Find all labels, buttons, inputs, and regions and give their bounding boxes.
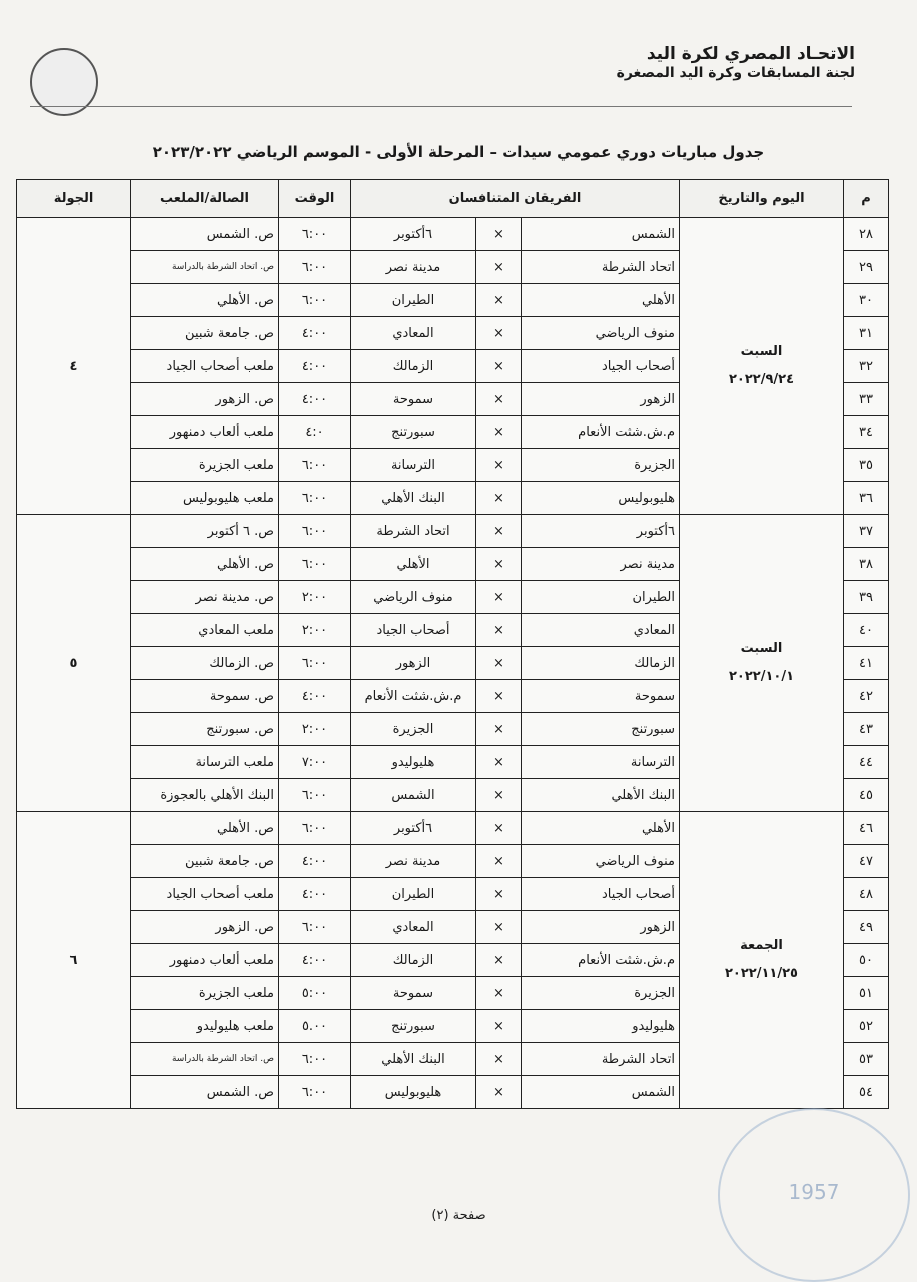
away-team: البنك الأهلي — [351, 482, 476, 515]
match-number: ٤٥ — [844, 779, 889, 812]
home-team: الطيران — [522, 581, 680, 614]
match-venue: ص. مدينة نصر — [131, 581, 279, 614]
match-time: ٦:٠٠ — [279, 911, 351, 944]
match-number: ٥٢ — [844, 1010, 889, 1043]
versus-mark: × — [476, 1043, 522, 1076]
match-date: ٢٠٢٢/١٠/١ — [728, 669, 795, 684]
versus-mark: × — [476, 746, 522, 779]
versus-mark: × — [476, 218, 522, 251]
match-number: ٤٢ — [844, 680, 889, 713]
home-team: مدينة نصر — [522, 548, 680, 581]
versus-mark: × — [476, 416, 522, 449]
match-number: ٤٩ — [844, 911, 889, 944]
schedule-table — [16, 179, 889, 1109]
versus-mark: × — [476, 284, 522, 317]
match-time: ٤:٠٠ — [279, 317, 351, 350]
org-name: الاتحـاد المصري لكرة اليد — [646, 44, 855, 64]
round-number: ٥ — [17, 515, 131, 812]
versus-mark: × — [476, 911, 522, 944]
col-day-date: اليوم والتاريخ — [680, 180, 844, 218]
home-team: اتحاد الشرطة — [522, 251, 680, 284]
match-venue: ص. سبورتنج — [131, 713, 279, 746]
away-team: سبورتنج — [351, 1010, 476, 1043]
versus-mark: × — [476, 548, 522, 581]
away-team: الزمالك — [351, 944, 476, 977]
match-number: ٥٠ — [844, 944, 889, 977]
match-time: ٤:٠٠ — [279, 350, 351, 383]
home-team: سبورتنج — [522, 713, 680, 746]
match-venue: ص. الزهور — [131, 383, 279, 416]
match-number: ٣٦ — [844, 482, 889, 515]
header-row — [17, 180, 889, 218]
home-team: الزمالك — [522, 647, 680, 680]
match-venue: ملعب ألعاب دمنهور — [131, 416, 279, 449]
home-team: منوف الرياضي — [522, 317, 680, 350]
match-day: السبت — [740, 641, 783, 656]
match-venue: ملعب الجزيرة — [131, 977, 279, 1010]
home-team: الزهور — [522, 911, 680, 944]
col-num: م — [844, 180, 889, 218]
match-venue: البنك الأهلي بالعجوزة — [131, 779, 279, 812]
versus-mark: × — [476, 383, 522, 416]
away-team: الزمالك — [351, 350, 476, 383]
versus-mark: × — [476, 1010, 522, 1043]
match-time: ٦:٠٠ — [279, 1076, 351, 1109]
versus-mark: × — [476, 482, 522, 515]
away-team: اتحاد الشرطة — [351, 515, 476, 548]
match-venue: ص. ٦ أكتوبر — [131, 515, 279, 548]
home-team: الزهور — [522, 383, 680, 416]
home-team: هليوليدو — [522, 1010, 680, 1043]
round-number: ٦ — [17, 812, 131, 1109]
letterhead — [617, 44, 855, 81]
table-row — [17, 218, 889, 251]
match-number: ٢٩ — [844, 251, 889, 284]
match-venue: ص. سموحة — [131, 680, 279, 713]
match-venue: ملعب هليوليدو — [131, 1010, 279, 1043]
match-number: ٥١ — [844, 977, 889, 1010]
away-team: هليوليدو — [351, 746, 476, 779]
versus-mark: × — [476, 251, 522, 284]
match-time: ٢:٠٠ — [279, 614, 351, 647]
match-venue: ص. الزمالك — [131, 647, 279, 680]
match-number: ٣٢ — [844, 350, 889, 383]
match-venue: ملعب هليوبوليس — [131, 482, 279, 515]
page-title: جدول مباريات دوري عمومي سيدات – المرحلة الأولى - الموسم الرياضي ٢٠٢٣/٢٠٢٢ — [152, 143, 765, 161]
stamp-year: 1957 — [788, 1180, 840, 1204]
versus-mark: × — [476, 581, 522, 614]
match-day-date — [680, 218, 844, 515]
versus-mark: × — [476, 812, 522, 845]
match-time: ٦:٠٠ — [279, 482, 351, 515]
match-number: ٢٨ — [844, 218, 889, 251]
match-day-date — [680, 515, 844, 812]
match-venue: ملعب ألعاب دمنهور — [131, 944, 279, 977]
round-number: ٤ — [17, 218, 131, 515]
table-row — [17, 515, 889, 548]
match-venue: ص. جامعة شبين — [131, 317, 279, 350]
match-time: ٦:٠٠ — [279, 218, 351, 251]
match-number: ٣٨ — [844, 548, 889, 581]
home-team: سموحة — [522, 680, 680, 713]
versus-mark: × — [476, 449, 522, 482]
versus-mark: × — [476, 944, 522, 977]
home-team: أصحاب الجياد — [522, 878, 680, 911]
match-number: ٤٧ — [844, 845, 889, 878]
versus-mark: × — [476, 1076, 522, 1109]
home-team: البنك الأهلي — [522, 779, 680, 812]
home-team: الجزيرة — [522, 449, 680, 482]
home-team: ٦أكتوبر — [522, 515, 680, 548]
match-number: ٣٣ — [844, 383, 889, 416]
match-time: ٦:٠٠ — [279, 251, 351, 284]
match-number: ٤٤ — [844, 746, 889, 779]
home-team: الشمس — [522, 1076, 680, 1109]
table-row — [17, 812, 889, 845]
away-team: سموحة — [351, 977, 476, 1010]
home-team: الشمس — [522, 218, 680, 251]
match-venue: ملعب الجزيرة — [131, 449, 279, 482]
match-venue: ص. اتحاد الشرطة بالدراسة — [131, 1043, 279, 1076]
match-venue: ص. الشمس — [131, 1076, 279, 1109]
match-number: ٤٣ — [844, 713, 889, 746]
match-time: ٦:٠٠ — [279, 449, 351, 482]
schedule-body — [17, 218, 889, 1109]
col-round: الجولة — [17, 180, 131, 218]
away-team: الترسانة — [351, 449, 476, 482]
home-team: المعادي — [522, 614, 680, 647]
versus-mark: × — [476, 977, 522, 1010]
versus-mark: × — [476, 350, 522, 383]
versus-mark: × — [476, 614, 522, 647]
match-time: ٦:٠٠ — [279, 515, 351, 548]
match-number: ٣٠ — [844, 284, 889, 317]
away-team: المعادي — [351, 317, 476, 350]
versus-mark: × — [476, 779, 522, 812]
match-day: السبت — [740, 344, 783, 359]
away-team: هليوبوليس — [351, 1076, 476, 1109]
match-time: ٦:٠٠ — [279, 548, 351, 581]
home-team: الترسانة — [522, 746, 680, 779]
match-number: ٤٠ — [844, 614, 889, 647]
versus-mark: × — [476, 680, 522, 713]
home-team: الجزيرة — [522, 977, 680, 1010]
match-time: ٤:٠٠ — [279, 878, 351, 911]
away-team: الزهور — [351, 647, 476, 680]
versus-mark: × — [476, 515, 522, 548]
home-team: الأهلي — [522, 812, 680, 845]
match-time: ٦:٠٠ — [279, 812, 351, 845]
versus-mark: × — [476, 647, 522, 680]
match-number: ٤١ — [844, 647, 889, 680]
committee-name: لجنة المسابقات وكرة اليد المصغرة — [616, 65, 855, 81]
match-day: الجمعة — [740, 938, 783, 953]
away-team: م.ش.شثت الأنعام — [351, 680, 476, 713]
match-number: ٣٤ — [844, 416, 889, 449]
match-time: ٦:٠٠ — [279, 284, 351, 317]
match-number: ٣١ — [844, 317, 889, 350]
col-venue: الصالة/الملعب — [131, 180, 279, 218]
versus-mark: × — [476, 317, 522, 350]
match-time: ٦:٠٠ — [279, 647, 351, 680]
match-time: ٤:٠٠ — [279, 680, 351, 713]
match-number: ٣٧ — [844, 515, 889, 548]
match-date: ٢٠٢٢/١١/٢٥ — [725, 966, 798, 981]
match-time: ٥.٠٠ — [279, 1010, 351, 1043]
match-venue: ملعب المعادي — [131, 614, 279, 647]
match-number: ٥٤ — [844, 1076, 889, 1109]
match-time: ٤:٠٠ — [279, 845, 351, 878]
versus-mark: × — [476, 845, 522, 878]
match-time: ٢:٠٠ — [279, 713, 351, 746]
match-venue: ص. الأهلي — [131, 812, 279, 845]
match-venue: ملعب أصحاب الجياد — [131, 350, 279, 383]
away-team: ٦أكتوبر — [351, 218, 476, 251]
away-team: منوف الرياضي — [351, 581, 476, 614]
match-time: ٥:٠٠ — [279, 977, 351, 1010]
away-team: مدينة نصر — [351, 251, 476, 284]
match-venue: ملعب الترسانة — [131, 746, 279, 779]
away-team: أصحاب الجياد — [351, 614, 476, 647]
official-stamp — [718, 1108, 910, 1282]
home-team: م.ش.شثت الأنعام — [522, 944, 680, 977]
home-team: منوف الرياضي — [522, 845, 680, 878]
home-team: اتحاد الشرطة — [522, 1043, 680, 1076]
match-day-date — [680, 812, 844, 1109]
match-number: ٥٣ — [844, 1043, 889, 1076]
away-team: مدينة نصر — [351, 845, 476, 878]
match-venue: ص. الأهلي — [131, 284, 279, 317]
home-team: هليوبوليس — [522, 482, 680, 515]
away-team: الطيران — [351, 284, 476, 317]
away-team: الشمس — [351, 779, 476, 812]
col-time: الوقت — [279, 180, 351, 218]
match-time: ٦:٠٠ — [279, 779, 351, 812]
match-venue: ص. الزهور — [131, 911, 279, 944]
home-team: أصحاب الجياد — [522, 350, 680, 383]
away-team: سبورتنج — [351, 416, 476, 449]
match-time: ٤:٠٠ — [279, 944, 351, 977]
header-divider — [30, 106, 852, 107]
away-team: المعادي — [351, 911, 476, 944]
match-number: ٤٦ — [844, 812, 889, 845]
match-venue: ملعب أصحاب الجياد — [131, 878, 279, 911]
col-teams: الفريقان المتنافسان — [351, 180, 680, 218]
match-time: ٤:٠٠ — [279, 383, 351, 416]
match-number: ٤٨ — [844, 878, 889, 911]
match-venue: ص. الأهلي — [131, 548, 279, 581]
home-team: الأهلي — [522, 284, 680, 317]
home-team: م.ش.شثت الأنعام — [522, 416, 680, 449]
page-number: صفحة (٢) — [431, 1208, 486, 1223]
match-venue: ص. اتحاد الشرطة بالدراسة — [131, 251, 279, 284]
versus-mark: × — [476, 713, 522, 746]
away-team: الأهلي — [351, 548, 476, 581]
away-team: البنك الأهلي — [351, 1043, 476, 1076]
away-team: الطيران — [351, 878, 476, 911]
match-venue: ص. الشمس — [131, 218, 279, 251]
versus-mark: × — [476, 878, 522, 911]
match-time: ٤:٠ — [279, 416, 351, 449]
match-time: ٢:٠٠ — [279, 581, 351, 614]
away-team: سموحة — [351, 383, 476, 416]
match-time: ٧:٠٠ — [279, 746, 351, 779]
match-time: ٦:٠٠ — [279, 1043, 351, 1076]
match-number: ٣٥ — [844, 449, 889, 482]
match-number: ٣٩ — [844, 581, 889, 614]
match-date: ٢٠٢٢/٩/٢٤ — [728, 372, 795, 387]
away-team: الجزيرة — [351, 713, 476, 746]
match-venue: ص. جامعة شبين — [131, 845, 279, 878]
away-team: ٦أكتوبر — [351, 812, 476, 845]
